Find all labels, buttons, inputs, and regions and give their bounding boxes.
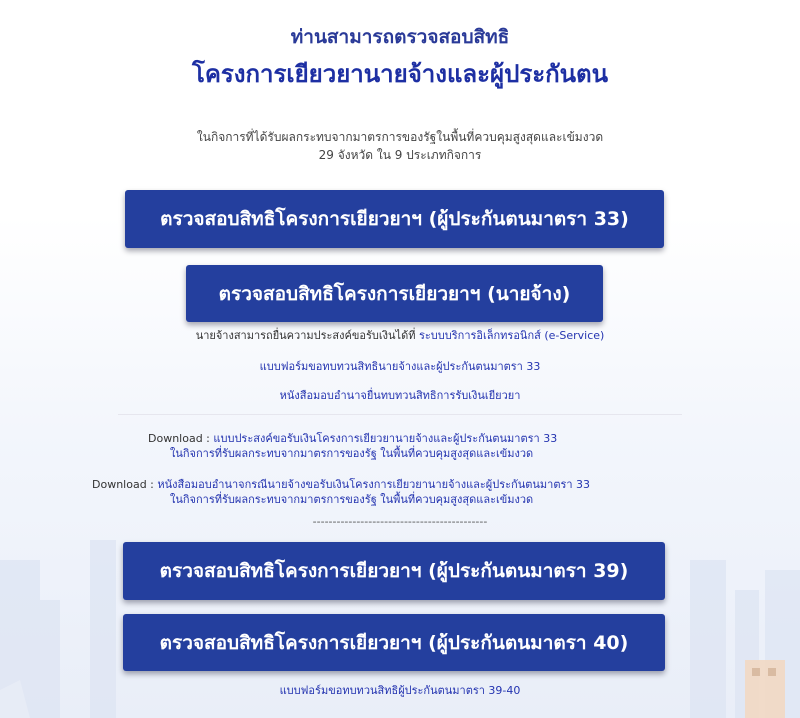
power-of-attorney-link[interactable]: หนังสือมอบอำนาจยื่นทบทวนสิทธิการรับเงินเยียวยา <box>279 389 521 402</box>
check-rights-33-button[interactable] <box>125 190 664 248</box>
subtitle-line1: ในกิจการที่ได้รับผลกระทบจากมาตรการของรัฐในพื้นที่ควบคุมสูงสุดและเข้มงวด <box>196 130 604 144</box>
eservice-line <box>0 326 800 344</box>
check-rights-39-label: ตรวจสอบสิทธิโครงการเยียวยาฯ (ผู้ประกันตนมาตรา 39) <box>159 560 629 582</box>
review-form-33-link[interactable]: แบบฟอร์มขอทบทวนสิทธินายจ้างและผู้ประกันตนมาตรา 33 <box>259 360 541 373</box>
check-rights-employer-button[interactable] <box>186 265 603 322</box>
download-1-line1 <box>148 431 557 446</box>
download-1-line2 <box>170 446 533 461</box>
download-1-label: Download : <box>148 432 210 445</box>
download-2-line2 <box>170 492 533 507</box>
section-divider <box>118 414 682 415</box>
download-1-link[interactable]: แบบประสงค์ขอรับเงินโครงการเยียวยานายจ้างและผู้ประกันตนมาตรา 33 <box>213 432 558 445</box>
download-2-line1 <box>92 477 590 492</box>
page-title-line2: โครงการเยียวยานายจ้างและผู้ประกันตน <box>191 60 609 88</box>
subtitle-line2: 29 จังหวัด ใน 9 ประเภทกิจการ <box>318 148 482 162</box>
dashed-separator: -------------------------------------------- <box>312 515 488 528</box>
review-form-39-40-link[interactable]: แบบฟอร์มขอทบทวนสิทธิผู้ประกันตนมาตรา 39-40 <box>279 684 521 697</box>
download-2-label: Download : <box>92 478 154 491</box>
eservice-prefix: นายจ้างสามารถยื่นความประสงค์ขอรับเงินได้ที่ <box>195 329 416 342</box>
check-rights-40-button[interactable] <box>123 614 665 671</box>
download-2-link[interactable]: หนังสือมอบอำนาจกรณีนายจ้างขอรับเงินโครงการเยียวยานายจ้างและผู้ประกันตนมาตรา 33 <box>157 478 591 491</box>
check-rights-33-label: ตรวจสอบสิทธิโครงการเยียวยาฯ (ผู้ประกันตนมาตรา 33) <box>160 208 629 230</box>
poa-line <box>0 386 800 404</box>
form-33-line <box>0 357 800 375</box>
check-rights-40-label: ตรวจสอบสิทธิโครงการเยียวยาฯ (ผู้ประกันตนมาตรา 40) <box>159 631 629 654</box>
check-rights-employer-label: ตรวจสอบสิทธิโครงการเยียวยาฯ (นายจ้าง) <box>218 282 571 305</box>
form-39-40-line <box>0 681 800 699</box>
download-2-link-cont[interactable]: ในกิจการที่รับผลกระทบจากมาตรการของรัฐ ในพื้นที่ควบคุมสูงสุดและเข้มงวด <box>170 493 534 506</box>
download-1-link-cont[interactable]: ในกิจการที่รับผลกระทบจากมาตรการของรัฐ ในพื้นที่ควบคุมสูงสุดและเข้มงวด <box>170 447 534 460</box>
eservice-link[interactable]: ระบบบริการอิเล็กทรอนิกส์ (e-Service) <box>418 329 605 342</box>
page-title-line1: ท่านสามารถตรวจสอบสิทธิ <box>290 26 510 48</box>
check-rights-39-button[interactable] <box>123 542 665 600</box>
